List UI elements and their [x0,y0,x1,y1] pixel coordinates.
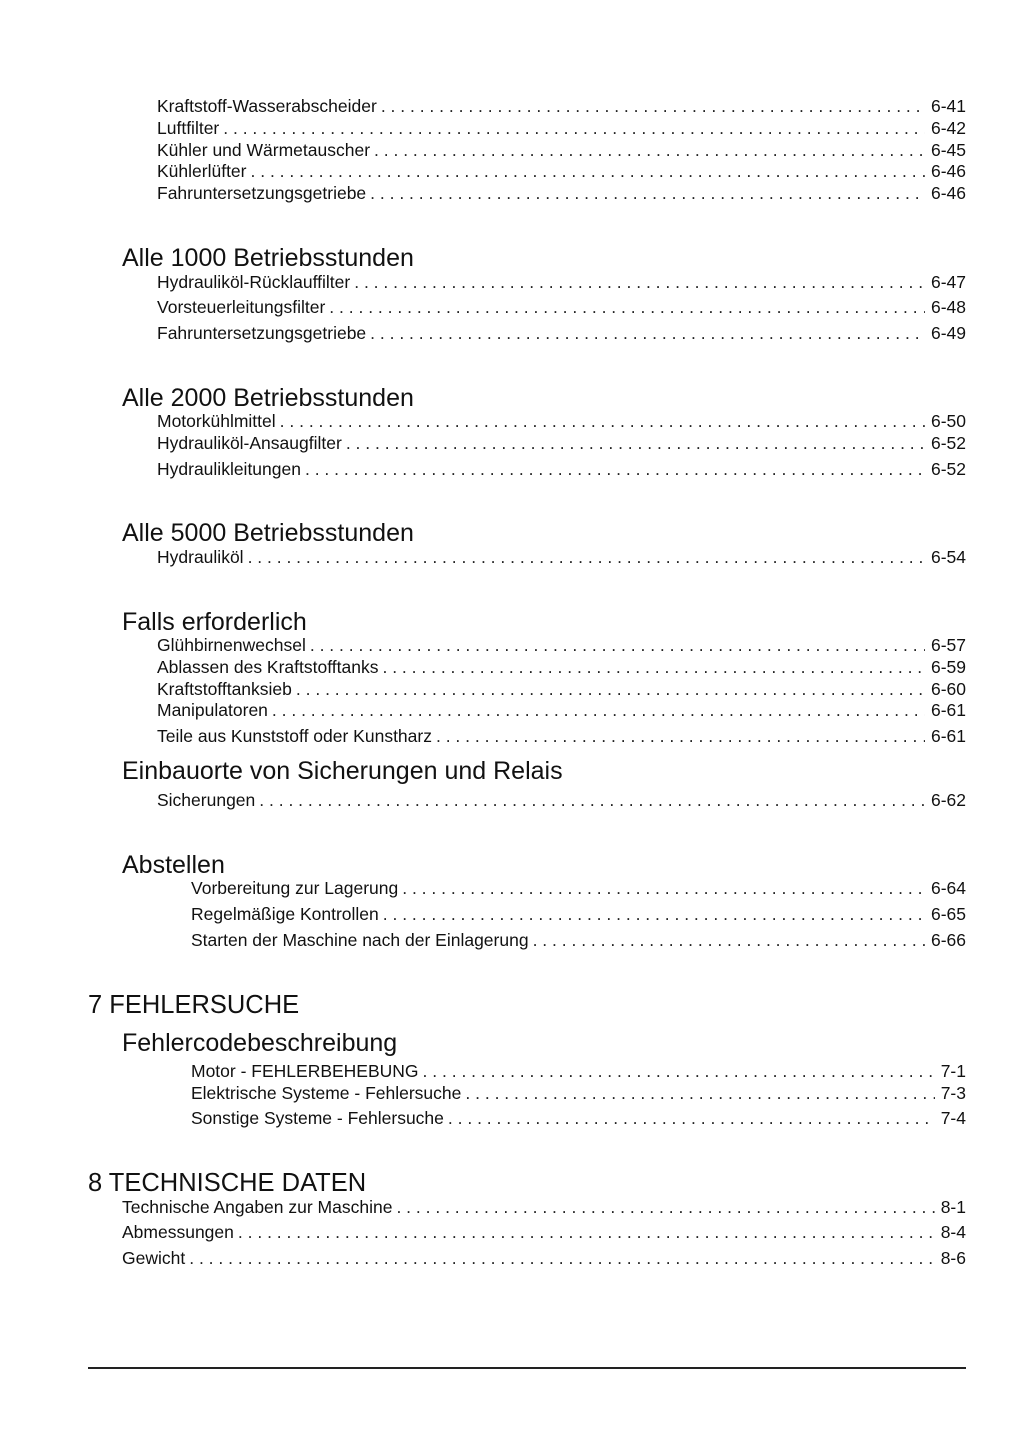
dot-leader [189,1247,934,1269]
toc-entry[interactable] [157,458,966,480]
chapter-title: 7 FEHLERSUCHE [88,991,300,1019]
toc-entry[interactable] [157,699,966,721]
toc-entry-page: 6-52 [930,459,966,479]
toc-entry-label: Gewicht [122,1248,186,1268]
dot-leader [533,929,925,951]
toc-entry-page: 6-49 [930,323,966,343]
dot-leader [370,322,925,344]
toc-entry[interactable] [157,432,966,454]
toc-entry[interactable] [157,296,966,318]
toc-entry-label: Motorkühlmittel [157,411,276,431]
chapter-title: 8 TECHNISCHE DATEN [88,1169,367,1197]
toc-entry-label: Manipulatoren [157,700,268,720]
toc-entry[interactable] [191,1060,966,1082]
section-heading: Alle 1000 Betriebsstunden [122,244,414,272]
toc-entry[interactable] [191,1107,966,1129]
toc-entry[interactable] [157,789,966,811]
toc-entry-label: Motor - FEHLERBEHEBUNG [191,1061,419,1081]
toc-entry-page: 6-59 [930,657,966,677]
toc-entry-page: 8-6 [940,1248,966,1268]
section-heading: Alle 5000 Betriebsstunden [122,519,414,547]
toc-entry[interactable] [191,877,966,899]
toc-entry-page: 6-62 [930,790,966,810]
toc-entry-label: Luftfilter [157,118,220,138]
toc-entry-page: 6-65 [930,904,966,924]
section-heading: Alle 2000 Betriebsstunden [122,384,414,412]
section-heading: Fehlercodebeschreibung [122,1029,398,1057]
toc-entry-label: Hydrauliköl [157,547,244,567]
section-heading: Falls erforderlich [122,608,307,636]
dot-leader [248,546,925,568]
toc-entry[interactable] [157,322,966,344]
toc-entry-label: Ablassen des Kraftstofftanks [157,657,379,677]
dot-leader [272,699,925,721]
toc-entry[interactable] [157,678,966,700]
toc-entry-label: Kraftstoff-Wasserabscheider [157,96,377,116]
toc-entry-page: 8-4 [940,1222,966,1242]
toc-entry-label: Vorsteuerleitungsfilter [157,297,326,317]
toc-entry-label: Teile aus Kunststoff oder Kunstharz [157,726,432,746]
toc-entry-label: Technische Angaben zur Maschine [122,1197,393,1217]
dot-leader [374,139,925,161]
toc-entry-label: Kraftstofftanksieb [157,679,292,699]
toc-entry-page: 6-54 [930,547,966,567]
toc-entry[interactable] [122,1221,966,1243]
toc-entry[interactable] [157,160,966,182]
toc-entry[interactable] [157,656,966,678]
toc-entry[interactable] [157,182,966,204]
toc-entry-page: 7-1 [940,1061,966,1081]
dot-leader [305,458,925,480]
section-heading: Abstellen [122,851,225,879]
dot-leader [370,182,925,204]
toc-entry-label: Starten der Maschine nach der Einlagerung [191,930,529,950]
toc-entry-page: 6-41 [930,96,966,116]
toc-entry-page: 6-46 [930,161,966,181]
toc-entry-page: 6-50 [930,411,966,431]
dot-leader [329,296,925,318]
toc-entry-label: Hydrauliköl-Ansaugfilter [157,433,342,453]
toc-entry[interactable] [157,117,966,139]
dot-leader [223,117,925,139]
dot-leader [296,678,925,700]
toc-entry-label: Hydrauliköl-Rücklauffilter [157,272,351,292]
dot-leader [280,410,925,432]
dot-leader [402,877,925,899]
toc-entry-page: 7-3 [940,1083,966,1103]
toc-entry-label: Fahruntersetzungsgetriebe [157,323,367,343]
dot-leader [354,271,925,293]
toc-entry[interactable] [157,725,966,747]
toc-entry-page: 6-48 [930,297,966,317]
dot-leader [436,725,925,747]
dot-leader [381,95,925,117]
toc-entry-label: Glühbirnenwechsel [157,635,306,655]
toc-entry-label: Elektrische Systeme - Fehlersuche [191,1083,462,1103]
dot-leader [238,1221,935,1243]
toc-entry-label: Abmessungen [122,1222,234,1242]
toc-entry-label: Hydraulikleitungen [157,459,301,479]
toc-entry-page: 6-60 [930,679,966,699]
toc-entry[interactable] [191,1082,966,1104]
dot-leader [259,789,925,811]
toc-entry-page: 6-42 [930,118,966,138]
toc-entry-page: 6-45 [930,140,966,160]
toc-entry-label: Kühlerlüfter [157,161,247,181]
dot-leader [382,656,925,678]
dot-leader [465,1082,934,1104]
toc-entry-page: 6-52 [930,433,966,453]
toc-entry-label: Fahruntersetzungsgetriebe [157,183,367,203]
dot-leader [310,634,925,656]
toc-entry-page: 6-66 [930,930,966,950]
toc-entry-page: 6-46 [930,183,966,203]
toc-entry-page: 6-47 [930,272,966,292]
toc-entry[interactable] [191,903,966,925]
toc-entry[interactable] [157,410,966,432]
toc-entry[interactable] [157,95,966,117]
toc-entry-page: 6-61 [930,726,966,746]
toc-entry[interactable] [157,139,966,161]
toc-entry-page: 8-1 [940,1197,966,1217]
toc-entry-page: 6-64 [930,878,966,898]
toc-entry[interactable] [122,1247,966,1269]
dot-leader [396,1196,934,1218]
dot-leader [448,1107,935,1129]
toc-entry-page: 6-57 [930,635,966,655]
toc-entry-page: 7-4 [940,1108,966,1128]
toc-entry[interactable] [157,546,966,568]
dot-leader [423,1060,935,1082]
toc-entry[interactable] [191,929,966,951]
toc-entry-label: Kühler und Wärmetauscher [157,140,371,160]
section-heading: Einbauorte von Sicherungen und Relais [122,757,563,785]
toc-entry[interactable] [157,271,966,293]
dot-leader [251,160,925,182]
dot-leader [383,903,925,925]
toc-entry-label: Sonstige Systeme - Fehlersuche [191,1108,444,1128]
footer-rule [88,1367,966,1369]
toc-entry[interactable] [157,634,966,656]
dot-leader [346,432,925,454]
toc-entry[interactable] [122,1196,966,1218]
toc-entry-page: 6-61 [930,700,966,720]
toc-entry-label: Vorbereitung zur Lagerung [191,878,399,898]
toc-entry-label: Sicherungen [157,790,256,810]
toc-entry-label: Regelmäßige Kontrollen [191,904,379,924]
